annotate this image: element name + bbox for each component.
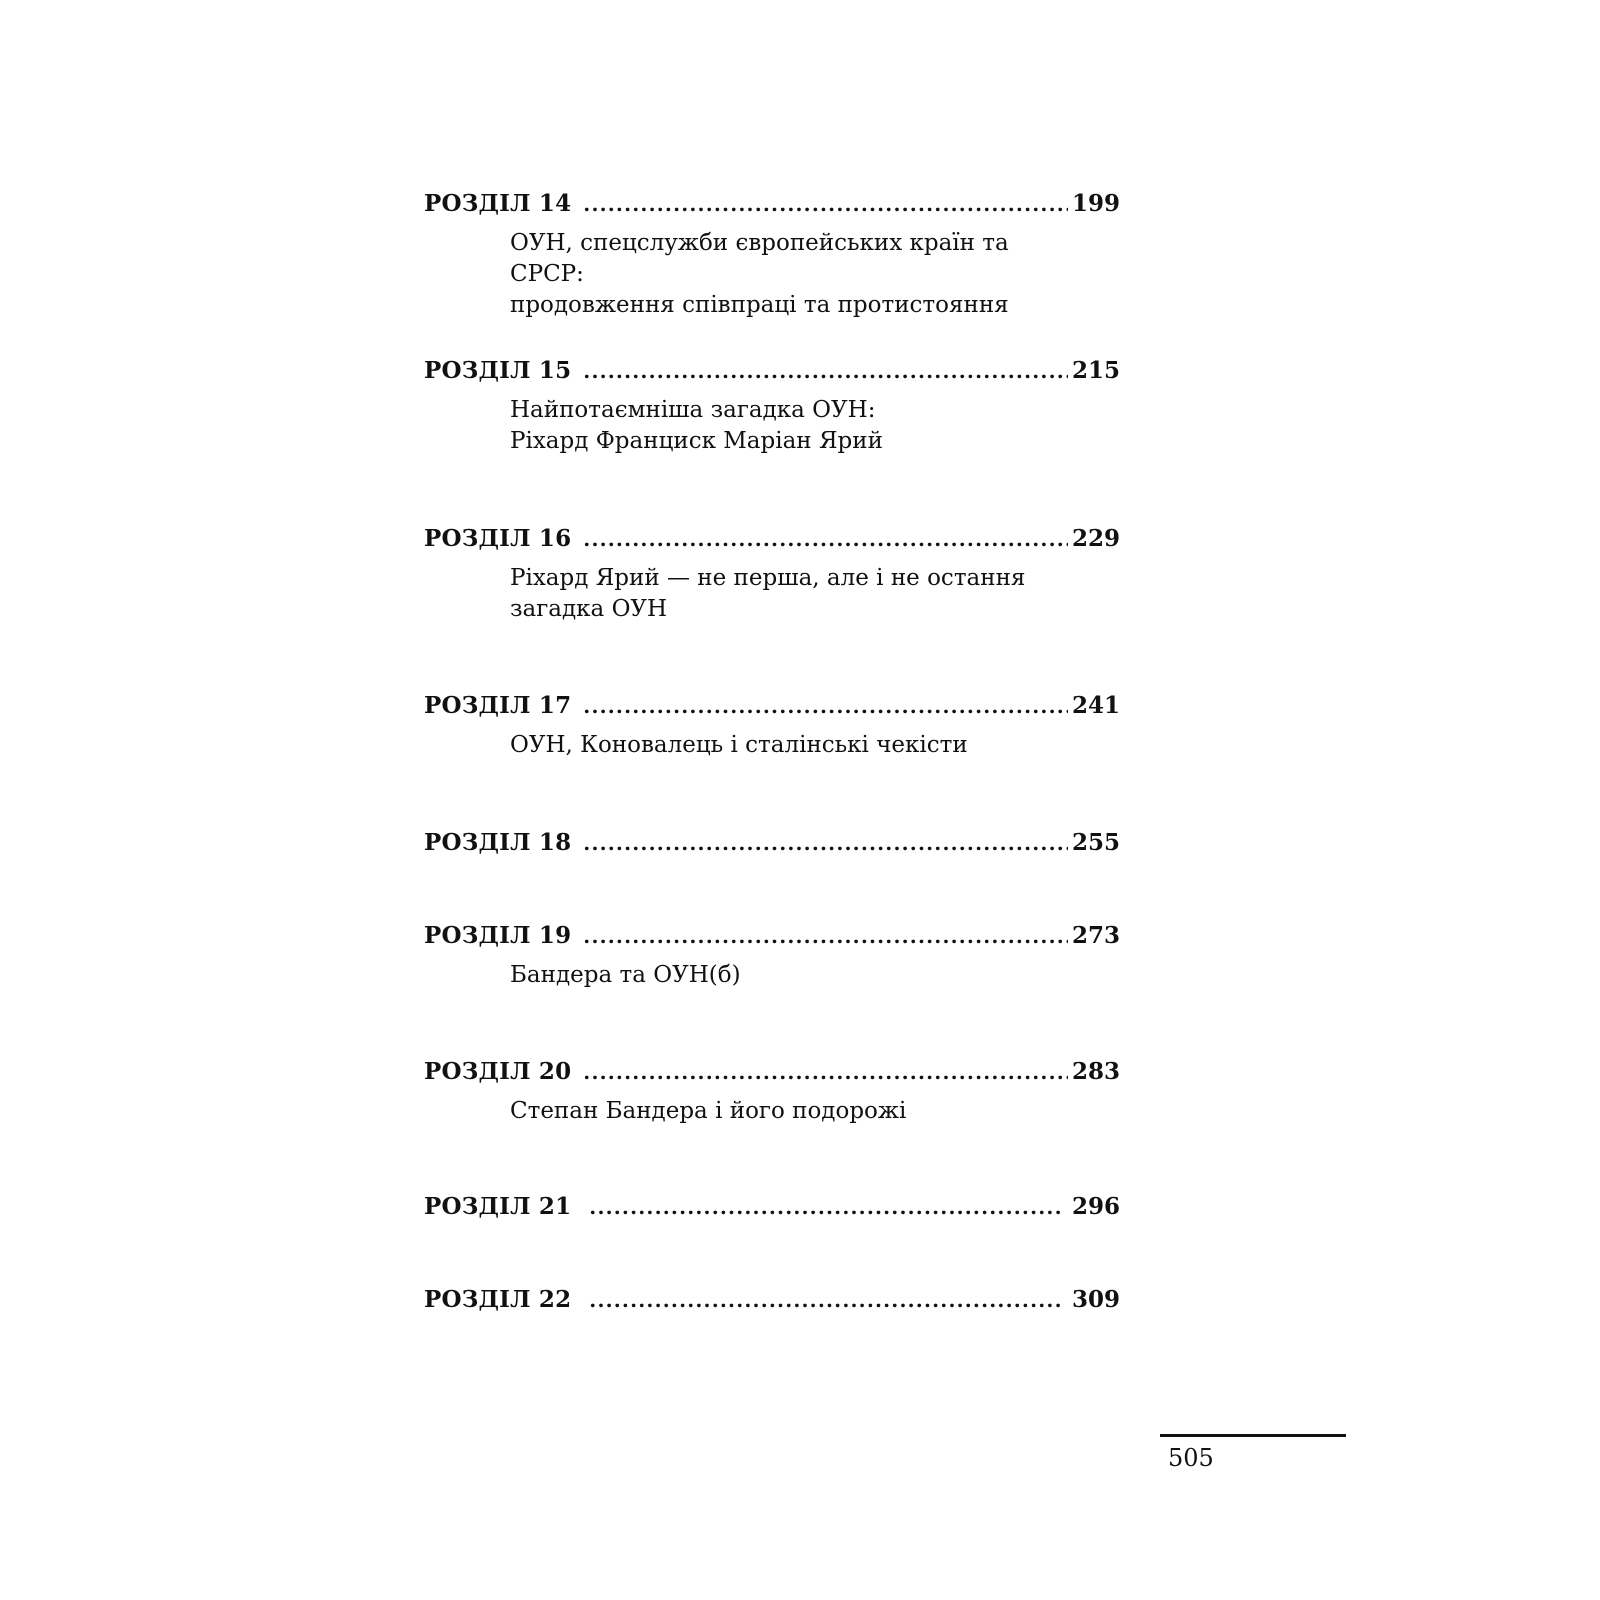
chapter-subtitle-line: загадка ОУН [510, 596, 668, 622]
dot-leader [589, 1191, 1062, 1223]
chapter-subtitle-line: ОУН, спецслужби європейських країн та СРСР: [510, 230, 1009, 287]
toc-entry-heading [424, 355, 1120, 387]
dot-leader [583, 827, 1068, 859]
toc-entry-chapter-14 [424, 188, 1120, 321]
dot-leader [583, 1056, 1068, 1088]
chapter-label: РОЗДІЛ 21 [424, 1193, 572, 1220]
toc-entry-heading [424, 827, 1120, 859]
toc-entry-heading [424, 1191, 1120, 1223]
toc-entry-heading [424, 690, 1120, 722]
chapter-page-number: 229 [1071, 525, 1120, 552]
chapter-subtitle [510, 395, 1070, 457]
chapter-subtitle [510, 228, 1070, 321]
chapter-page-number: 215 [1071, 357, 1120, 384]
toc-entry-heading [424, 920, 1120, 952]
chapter-page-number: 309 [1071, 1286, 1120, 1313]
dot-leader [583, 523, 1068, 555]
chapter-subtitle-line: Ріхард Ярий — не перша, але і не остання [510, 565, 1026, 591]
toc-entry-chapter-17 [424, 690, 1120, 761]
toc-entry-chapter-15 [424, 355, 1120, 457]
chapter-subtitle-line: Степан Бандера і його подорожі [510, 1098, 907, 1124]
chapter-subtitle-line: ОУН, Коновалець і сталінські чекісти [510, 732, 968, 758]
chapter-page-number: 199 [1071, 190, 1120, 217]
chapter-label: РОЗДІЛ 15 [424, 357, 572, 384]
chapter-label: РОЗДІЛ 22 [424, 1286, 572, 1313]
toc-entry-chapter-18 [424, 827, 1120, 859]
chapter-label: РОЗДІЛ 19 [424, 922, 572, 949]
chapter-subtitle-line: продовження співпраці та протистояння [510, 292, 1009, 318]
toc-entry-chapter-16 [424, 523, 1120, 625]
toc-entry-chapter-22 [424, 1284, 1120, 1316]
chapter-label: РОЗДІЛ 17 [424, 692, 572, 719]
chapter-page-number: 255 [1071, 829, 1120, 856]
chapter-subtitle [510, 563, 1070, 625]
footer-rule [1160, 1434, 1346, 1437]
toc-entry-chapter-20 [424, 1056, 1120, 1127]
toc-entry-chapter-19 [424, 920, 1120, 991]
dot-leader [583, 920, 1068, 952]
chapter-page-number: 283 [1071, 1058, 1120, 1085]
chapter-subtitle [510, 730, 1070, 761]
toc-entry-heading [424, 1284, 1120, 1316]
chapter-subtitle [510, 960, 1070, 991]
page-number: 505 [1168, 1444, 1214, 1472]
dot-leader [583, 355, 1068, 387]
chapter-subtitle-line: Бандера та ОУН(б) [510, 962, 741, 988]
chapter-page-number: 273 [1071, 922, 1120, 949]
toc-entry-chapter-21 [424, 1191, 1120, 1223]
chapter-label: РОЗДІЛ 16 [424, 525, 572, 552]
dot-leader [589, 1284, 1062, 1316]
toc-entry-heading [424, 188, 1120, 220]
chapter-subtitle [510, 1096, 1070, 1127]
chapter-subtitle-line: Найпотаємніша загадка ОУН: [510, 397, 876, 423]
dot-leader [583, 188, 1068, 220]
toc-entry-heading [424, 523, 1120, 555]
chapter-page-number: 241 [1071, 692, 1120, 719]
chapter-subtitle-line: Ріхард Франциск Маріан Ярий [510, 428, 883, 454]
chapter-label: РОЗДІЛ 18 [424, 829, 572, 856]
dot-leader [583, 690, 1068, 722]
chapter-page-number: 296 [1071, 1193, 1120, 1220]
toc-entry-heading [424, 1056, 1120, 1088]
chapter-label: РОЗДІЛ 14 [424, 190, 572, 217]
chapter-label: РОЗДІЛ 20 [424, 1058, 572, 1085]
